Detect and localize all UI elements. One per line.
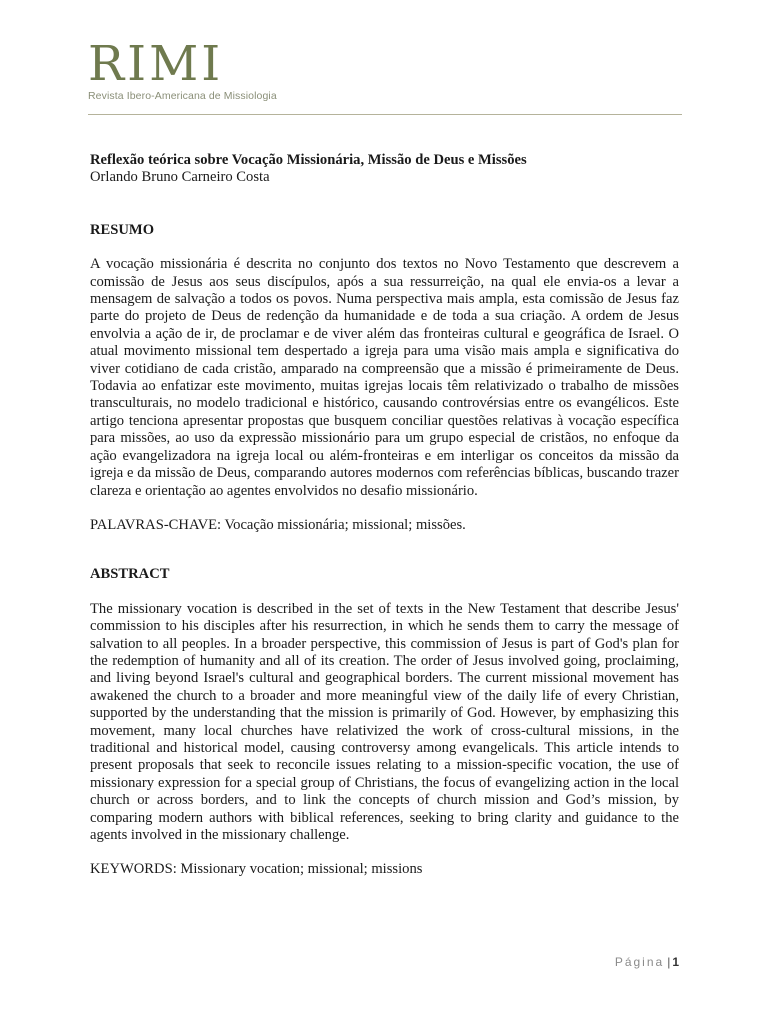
abstract-heading: ABSTRACT [90,566,170,583]
spacer [90,844,679,861]
spacer [90,239,679,256]
journal-header [88,36,682,102]
abstract-paragraph: The missionary vocation is described in the set of texts in the New Testament that describe Jesus' commission to his disciples after his resurrection, in which he sends them to carry the message of salvation to all peoples. In a broader perspective, this commission of Jesus is part of God's plan for the redemption of humanity and all of its creation. The order of Jesus involved going, proclaiming, and living beyond Israel's cultural and geographical borders. The current missional movement has awakened the church to a broader and more meaningful view of the daily life of every Christian, supported by the understanding that the mission is primarily of God. However, by emphasizing this movement, many local churches have relativized the work of cross-cultural missions, in the traditional and historical model, causing controversy among evangelicals. This article intends to present proposals that seek to reconcile issues relating to a mission-specific vocation, the use of missionary expression for a special group of Christians, the focus of evangelizing action in the local church or across borders, and to link the concepts of church mission and God’s mission, by comparing modern authors with biblical references, seeking to bring clarity and guidance to the agents involved in the missionary challenge. [90,600,679,843]
journal-subtitle: Revista Ibero-Americana de Missiologia [88,90,277,102]
page-footer [615,955,679,969]
article-author: Orlando Bruno Carneiro Costa [90,169,270,186]
page-number: 1 [672,955,679,969]
journal-logo: RIMI [88,36,224,92]
resumo-heading: RESUMO [90,221,155,238]
spacer [90,187,679,222]
page-separator: | [667,955,671,969]
spacer [90,500,679,517]
abstract-keywords: KEYWORDS: Missionary vocation; missional; missions [90,861,423,878]
spacer [90,584,679,601]
article-body [90,152,679,879]
article-title: Reflexão teórica sobre Vocação Missionária, Missão de Deus e Missões [90,152,527,168]
resumo-paragraph: A vocação missionária é descrita no conjunto dos textos no Novo Testamento que descrevem a comissão de Jesus aos seus discípulos, após a sua ressurreição, na qual ele envia-os a levar a mensagem de salvação a todos os povos. Numa perspectiva mais ampla, esta comissão de Jesus faz parte do projeto de Deus de redenção da humanidade e de toda a sua criação. A ordem de Jesus envolvia a ação de ir, de proclamar e de viver além das fronteiras cultural e geográfica de Israel. O atual movimento missional tem despertado a igreja para uma visão mais ampla e significativa do viver cotidiano de cada cristão, amparado na compreensão que a missão é primeiramente de Deus. Todavia ao enfatizar este movimento, muitas igrejas locais têm relativizado o trabalho de missões transculturais, no modelo tradicional e histórico, causando controvérsias entre os evangélicos. Este artigo tenciona apresentar propostas que busquem conciliar questões relativas à vocação específica para missões, ao uso da expressão missionário para um grupo especial de cristãos, no enfoque da ação evangelizadora na igreja local ou além-fronteiras e em interligar os conceitos da missão da igreja e da missão de Deus, comparando autores modernos com referências bíblicas, buscando trazer clareza e orientação ao agentes envolvidos no desafio missionário. [90,256,679,499]
spacer [90,534,679,566]
page-label: Página [614,955,665,969]
header-divider [88,114,682,115]
resumo-keywords: PALAVRAS-CHAVE: Vocação missionária; missional; missões. [90,516,466,533]
